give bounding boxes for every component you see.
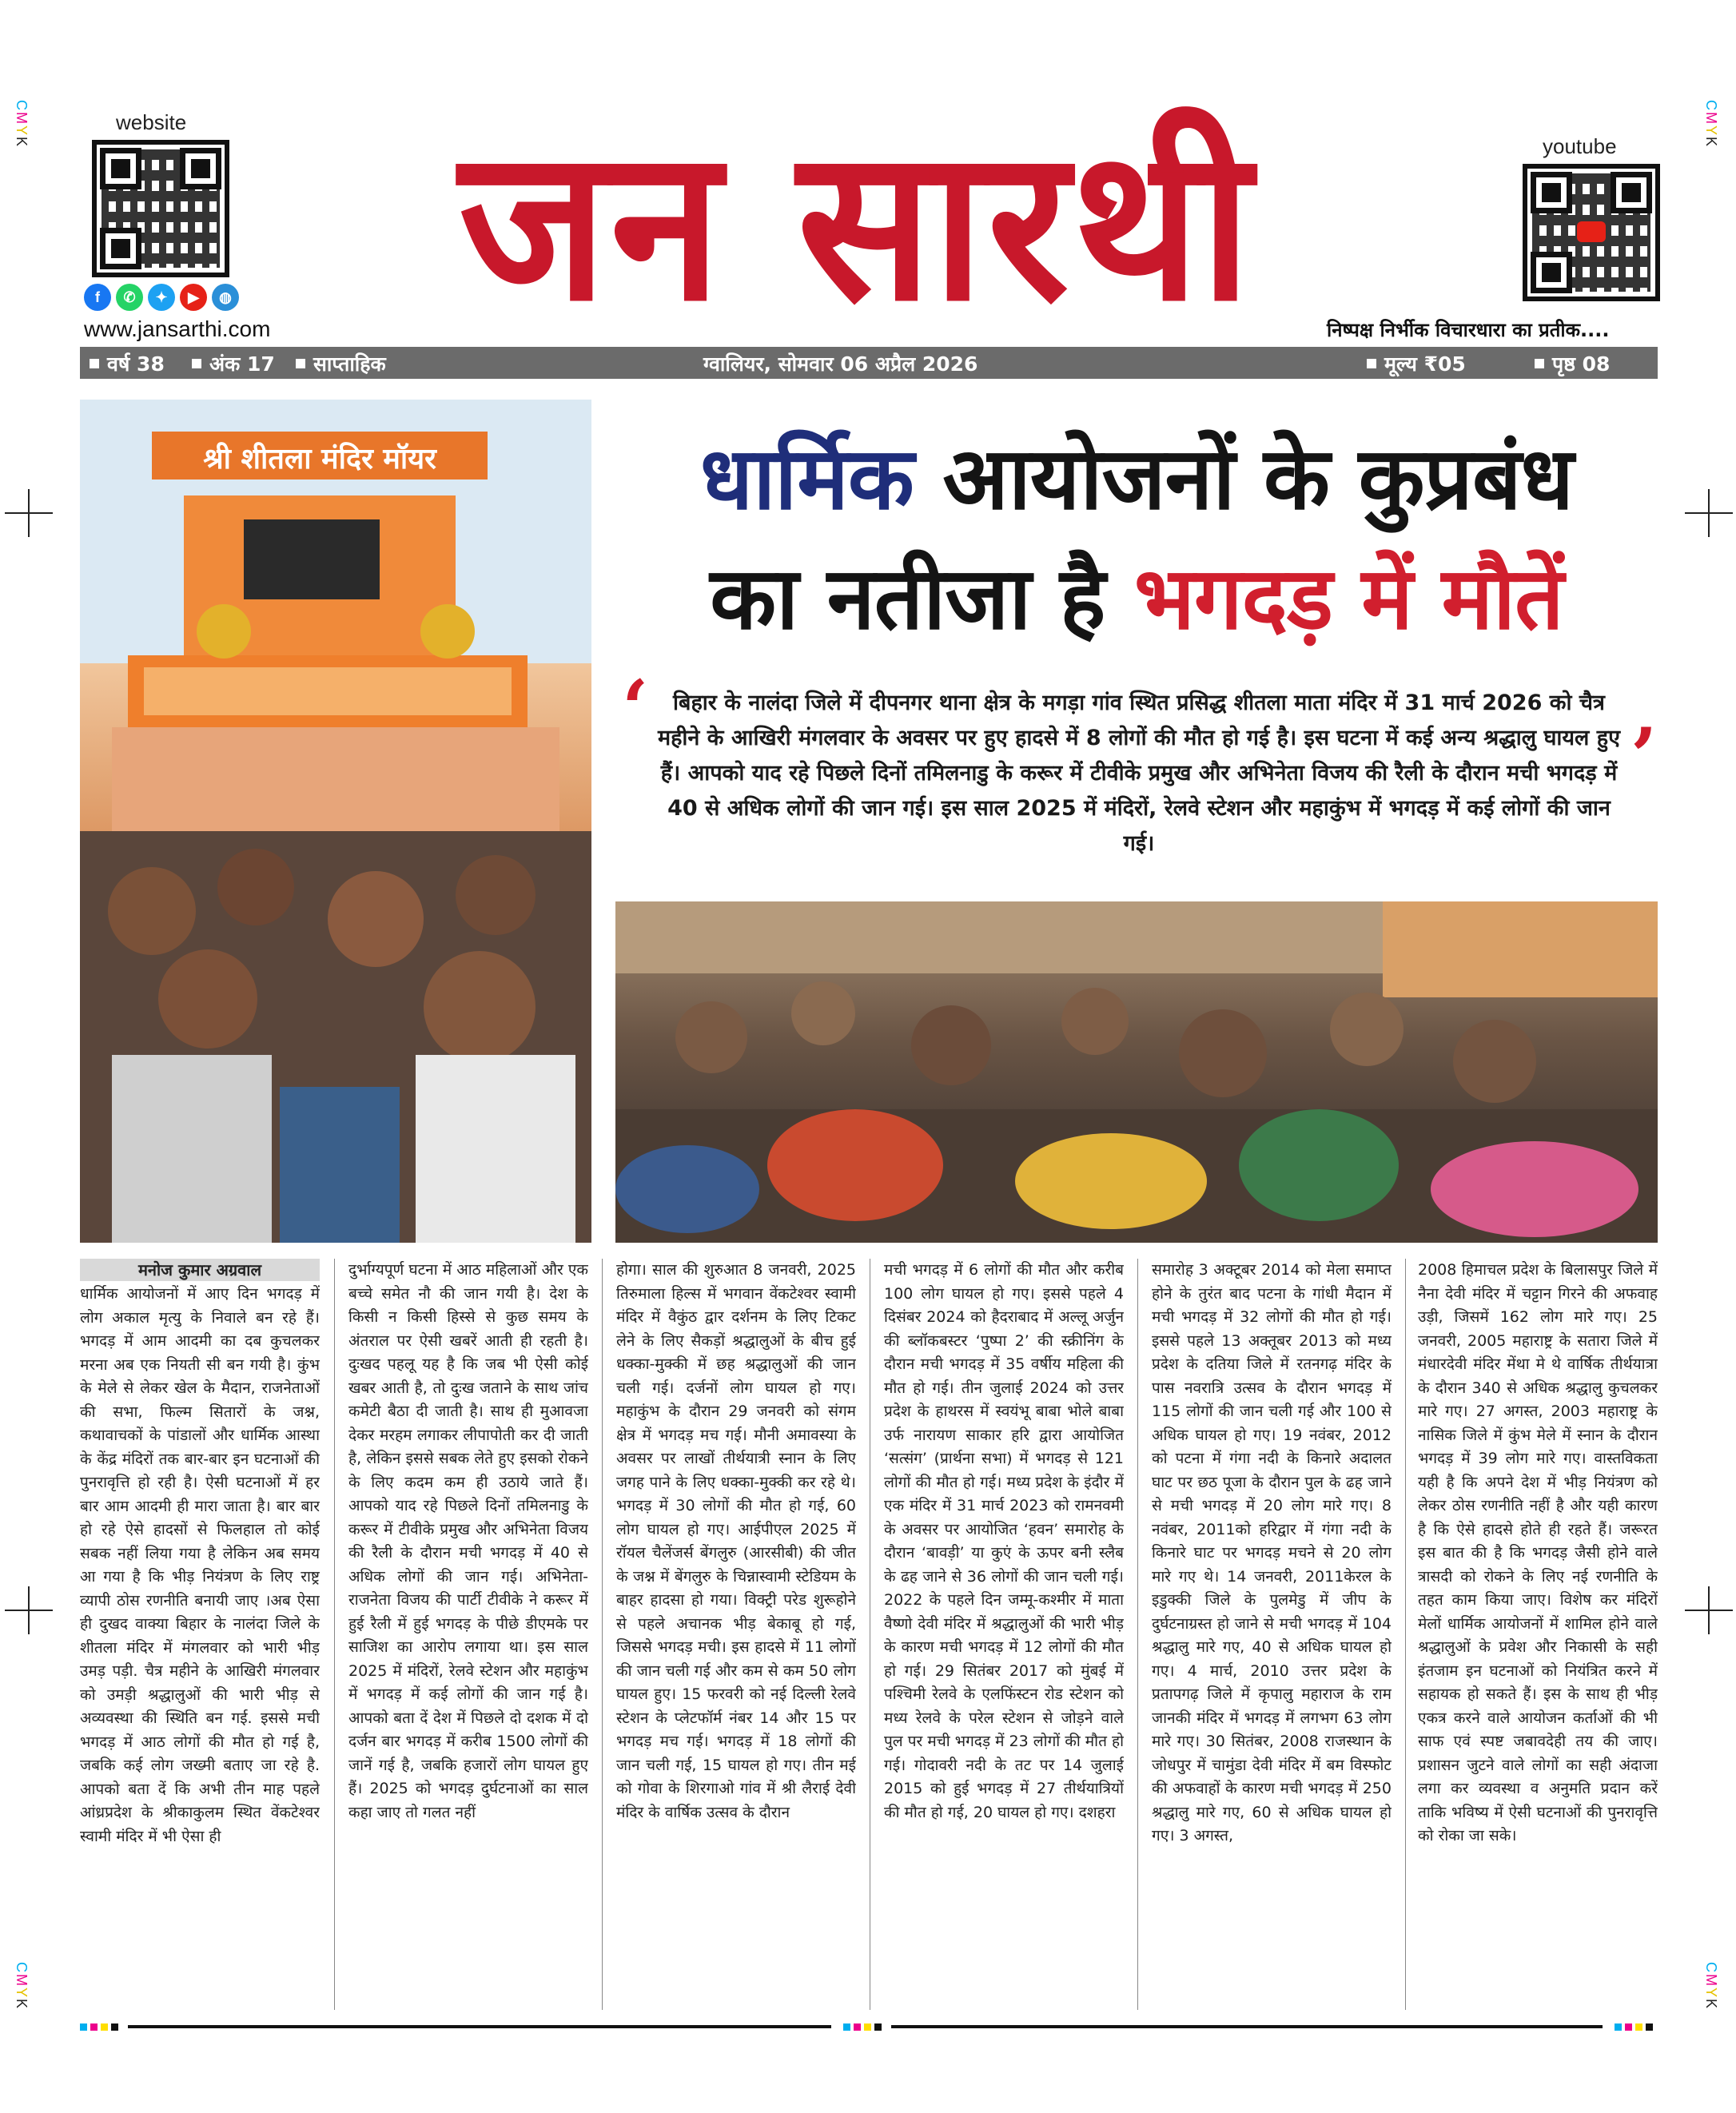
article-text: मची भगदड़ में 6 लोगों की मौत और करीब 100 लोग घायल हो गए। इससे पहले 4 दिसंबर 2024 को हैदराबाद में अल्लू अर्जुन की ब्लॉकबस्टर ‘पुष्पा 2’ की स्क्रीनिंग के दौरान मची भगदड़ में 35 वर्षीय महिला की मौत हो गई। तीन जुलाई 2024 को उत्तर प्रदेश के हाथरस में स्वयंभू बाबा भोले बाबा उर्फ नारायण साकार हरि द्वारा आयोजित ‘सत्संग’ (प्रार्थना सभा) में भगदड़ से 121 लोगों की मौत हो गई। मध्य प्रदेश के इंदौर में एक मंदिर में 31 मार्च 2023 को रामनवमी के अवसर पर आयोजित ‘हवन’ समारोह के दौरान ‘बावड़ी’ या कुएं के ऊपर बनी स्लैब के ढह जाने से 36 लोगों की जान चली गई। 2022 के पहले दिन जम्मू-कश्मीर में माता वैष्णो देवी मंदिर में श्रद्धालुओं की भारी भीड़ के कारण मची भगदड़ में 12 लोगों की मौत हो गई। 29 सितंबर 2017 को मुंबई में पश्चिमी रेलवे के एलफिंस्टन रोड स्टेशन को मध्य रेलवे के परेल स्टेशन से जोड़ने वाले पुल पर मची भगदड़ में 23 लोगों की मौत हो गई। गोदावरी नदी के तट पर 14 जुलाई 2015 को हुई भगदड़ में 27 तीर्थयात्रियों की मौत हो गई, 20 घायल हो गए। दशहरा bbox=[884, 1261, 1124, 1821]
masthead-title: जन सारथी bbox=[459, 100, 1255, 348]
color-bar-left bbox=[80, 2023, 118, 2031]
globe-icon[interactable]: ◍ bbox=[212, 284, 239, 311]
article-text: धार्मिक आयोजनों में आए दिन भगदड़ में लोग अकाल मृत्यु के निवाले बन रहे हैं। भगदड़ में आम आदमी का दब कुचलकर मरना अब एक नियती सी बन गयी है। कुंभ के मेले से लेकर खेल के मैदान, राजनेताओं की सभा, फिल्म सितारों के जश्न, कथावाचकों के पांडालों और धार्मिक आस्था के केंद्र मंदिरों तक बार-बार इन घटनाओं की पुनरावृत्ति हो रही है। ऐसी घटनाओं में हर बार आम आदमी ही मारा जाता है। बार बार हो रहे ऐसे हादसों से फिलहाल तो कोई सबक नहीं लिया गया है लेकिन अब समय आ गया है कि भीड़ नियंत्रण के लिए राष्ट्र व्यापी ठोस रणनीति बनायी जाए ।अब ऐसा ही दुखद वाक्या बिहार के नालंदा जिले के शीतला मंदिर में मंगलवार को भारी भीड़ उमड़ पड़ी. चैत्र महीने के आखिरी मंगलवार को उमड़ी श्रद्धालुओं की भारी भीड़ से अव्यवस्था की स्थिति बन गई. इससे मची भगदड़ में आठ लोगों की मौत हो गई है, जबकि कई लोग जख्मी बताए जा रहे है. आपको बता दें कि अभी तीन माह पहले आंध्रप्रदेश के श्रीकाकुलम स्थित वेंकटेश्वर स्वामी मंदिर में भी ऐसा ही bbox=[80, 1285, 320, 1845]
youtube-icon bbox=[1577, 221, 1606, 242]
article-column-5 bbox=[1152, 1259, 1392, 2018]
volume-year: वर्ष 38 bbox=[90, 350, 165, 377]
issue-number: अंक 17 bbox=[192, 350, 275, 377]
facebook-icon[interactable]: f bbox=[84, 284, 111, 311]
quote-close-mark: ’ bbox=[1630, 711, 1658, 802]
cmyk-mark-bottom-right: CMYK bbox=[1703, 1962, 1719, 2011]
headline-line-1: धार्मिक आयोजनों के कुप्रबंध bbox=[699, 429, 1574, 529]
registration-cross bbox=[1685, 1586, 1733, 1634]
article-column-4 bbox=[884, 1259, 1124, 2018]
color-bar-right bbox=[1615, 2023, 1653, 2031]
price: मूल्य ₹05 bbox=[1367, 350, 1466, 377]
article-column-6 bbox=[1418, 1259, 1658, 2018]
youtube-icon[interactable]: ▶ bbox=[180, 284, 207, 311]
byline: मनोज कुमार अग्रवाल bbox=[80, 1259, 320, 1281]
cmyk-mark-top-left: CMYK bbox=[14, 100, 30, 149]
cmyk-mark-top-right: CMYK bbox=[1703, 100, 1719, 149]
registration-cross bbox=[1685, 489, 1733, 537]
registration-cross bbox=[5, 1586, 53, 1634]
youtube-qr-label: youtube bbox=[1543, 134, 1617, 158]
twitter-icon[interactable]: ✦ bbox=[148, 284, 175, 311]
article-text: 2008 हिमाचल प्रदेश के बिलासपुर जिले में नैना देवी मंदिर में चट्टान गिरने की अफवाह उड़ी, जिसमें 162 लोग मारे गए। 25 जनवरी, 2005 महाराष्ट्र के सतारा जिले में मंधारदेवी मंदिर मेंथा मे थे वार्षिक तीर्थयात्रा के दौरान 340 से अधिक श्रद्धालु कुचलकर मारे गए। 27 अगस्त, 2003 महाराष्ट्र के नासिक जिले में कुंभ मेले में स्नान के दौरान भगदड़ में 39 लोग मारे गए। वास्तविकता यही है कि अपने देश में भीड़ नियंत्रण को लेकर ठोस रणनीति नहीं है और यही कारण है कि ऐसे हादसे होते ही रहते हैं। जरूरत इस बात की है कि भगदड़ जैसी होने वाले त्रासदी को रोकने के लिए नई रणनीति के तहत काम किया जाए। विशेष कर मंदिरों मेलों धार्मिक आयोजनों में शामिल होने वाले श्रद्धालुओं के प्रवेश और निकासी के सही इंतजाम इन घटनाओं को नियंत्रित करने में सहायक हो सकते हैं। इस के साथ ही भीड़ एकत्र करने वाले आयोजन कर्ताओं की भी साफ एवं स्पष्ट जबावदेही तय की जाए। प्रशासन जुटने वाले लोगों का सही अंदाजा लगा कर व्यवस्था व अनुमति प्रदान करें ताकि भविष्य में ऐसी घटनाओं की पुनरावृत्ति को रोका जा सके। bbox=[1418, 1261, 1658, 1844]
website-url[interactable]: www.jansarthi.com bbox=[84, 316, 271, 341]
column-divider bbox=[602, 1259, 603, 2010]
lead-summary: बिहार के नालंदा जिले में दीपनगर थाना क्षेत्र के मगड़ा गांव स्थित प्रसिद्ध शीतला माता मंदिर में 31 मार्च 2026 को चैत्र महीने के आखिरी मंगलवार के अवसर पर हुए हादसे में 8 लोगों की मौत हो गई है। इस घटना में कई अन्य श्रद्धालु घायल हुए हैं। आपको याद रहे पिछले दिनों तमिलनाडु के करूर में टीवीके प्रमुख और अभिनेता विजय की रैली के दौरान मची भगदड़ में 40 से अधिक लोगों की जान गई। इस साल 2025 में मंदिरों, रेलवे स्टेशन और महाकुंभ में भगदड़ में कई लोगों की जान गई। bbox=[657, 690, 1621, 856]
quote-open-mark: ‘ bbox=[622, 663, 649, 754]
headline-line-2: का नतीजा है भगदड़ में मौतें bbox=[710, 549, 1563, 649]
column-divider bbox=[1137, 1259, 1138, 2010]
stampede-crowd-photo bbox=[615, 901, 1658, 1243]
youtube-qr-code[interactable] bbox=[1523, 164, 1660, 301]
social-icons bbox=[84, 284, 239, 311]
article-column-1 bbox=[80, 1259, 320, 2018]
registration-cross bbox=[5, 489, 53, 537]
temple-photo bbox=[80, 400, 591, 1243]
tagline: निष्पक्ष निर्भीक विचारधारा का प्रतीक.... bbox=[1327, 319, 1610, 341]
article-column-3 bbox=[616, 1259, 856, 2018]
publication-frequency: साप्ताहिक bbox=[296, 350, 386, 377]
column-divider bbox=[1405, 1259, 1406, 2010]
whatsapp-icon[interactable]: ✆ bbox=[116, 284, 143, 311]
cmyk-mark-bottom-left: CMYK bbox=[14, 1962, 30, 2011]
dateline: ग्वालियर, सोमवार 06 अप्रैल 2026 bbox=[703, 352, 978, 376]
article-column-2 bbox=[348, 1259, 588, 2018]
article-text: दुर्भाग्यपूर्ण घटना में आठ महिलाओं और एक बच्चे समेत नौ की जान गयी है। देश के किसी न किसी हिस्से से कुछ समय के अंतराल पर ऐसी खबरें आती ही रहती है। दुःखद पहलू यह है कि जब भी ऐसी कोई खबर आती है, तो दुःख जताने के साथ जांच कमेटी बैठा दी जाती है। साथ ही मुआवजा देकर मरहम लगाकर लीपापोती कर दी जाती है, लेकिन इससे सबक लेते हुए इसको रोकने के लिए कदम कम ही उठाये जाते हैं। आपको याद रहे पिछले दिनों तमिलनाडु के करूर में टीवीके प्रमुख और अभिनेता विजय की रैली के दौरान मची भगदड़ में 40 से अधिक लोगों की जान गई। अभिनेता-राजनेता विजय की पार्टी टीवीके ने करूर में हुई रैली में हुई भगदड़ के पीछे डीएमके पर साजिश का आरोप लगाया था। इस साल 2025 में मंदिरों, रेलवे स्टेशन और महाकुंभ में भगदड़ में कई लोगों की जान गई है। आपको बता दें देश में पिछले दो दशक में दो दर्जन बार भगदड़ में करीब 1500 लोगों की जानें गई है, जबकि हजारों लोग घायल हुए हैं। 2025 को भगदड़ दुर्घटनाओं का साल कहा जाए तो गलत नहीं bbox=[348, 1261, 588, 1821]
column-divider bbox=[334, 1259, 335, 2010]
website-qr-label: website bbox=[116, 110, 187, 134]
website-qr-code[interactable] bbox=[92, 140, 229, 277]
bottom-rule bbox=[128, 2025, 831, 2028]
article-text: समारोह 3 अक्टूबर 2014 को मेला समाप्त होने के तुरंत बाद पटना के गांधी मैदान में मची भगदड़ में 32 लोगों की मौत हो गई। इससे पहले 13 अक्तूबर 2013 को मध्य प्रदेश के दतिया जिले में रतनगढ़ मंदिर के पास नवरात्रि उत्सव के दौरान भगदड़ में 115 लोगों की जान चली गई और 100 से अधिक घायल हो गए। 19 नवंबर, 2012 को पटना में गंगा नदी के किनारे अदालत घाट पर छठ पूजा के दौरान पुल के ढह जाने से मची भगदड़ में 20 लोग मारे गए। 8 नवंबर, 2011को हरिद्वार में गंगा नदी के किनारे घाट पर भगदड़ मचने से 20 लोग मारे गए थे। 14 जनवरी, 2011केरल के इडुक्की जिले के पुलमेडु में जीप के दुर्घटनाग्रस्त हो जाने से मची भगदड़ में 104 श्रद्धालु मारे गए, 40 से अधिक घायल हो गए। 4 मार्च, 2010 उत्तर प्रदेश के प्रतापगढ़ जिले में कृपालु महाराज के राम जानकी मंदिर में भगदड़ में लगभग 63 लोग मारे गए। 30 सितंबर, 2008 राजस्थान के जोधपुर में चामुंडा देवी मंदिर में बम विस्फोट की अफवाहों के कारण मची भगदड़ में 250 श्रद्धालु मारे गए, 60 से अधिक घायल हो गए। 3 अगस्त, bbox=[1152, 1261, 1392, 1844]
bottom-rule bbox=[891, 2025, 1603, 2028]
issue-info-bar bbox=[80, 347, 1658, 379]
headline bbox=[615, 420, 1658, 659]
page-count: पृष्ठ 08 bbox=[1535, 350, 1610, 377]
color-bar-center bbox=[843, 2023, 882, 2031]
temple-sign-text: श्री शीतला मंदिर मॉयर bbox=[203, 443, 436, 476]
article-text: होगा। साल की शुरुआत 8 जनवरी, 2025 तिरुमाला हिल्स में भगवान वेंकटेश्वर स्वामी मंदिर में वैकुंठ द्वार दर्शनम के लिए टिकट लेने के लिए सैकड़ों श्रद्धालुओं के बीच हुई धक्का-मुक्की में छह श्रद्धालुओं की जान चली गई। दर्जनों लोग घायल हो गए। महाकुंभ के दौरान 29 जनवरी को संगम क्षेत्र में भगदड़ मच गई। मौनी अमावस्या के अवसर पर लाखों तीर्थयात्री स्नान के लिए जगह पाने के लिए धक्का-मुक्की कर रहे थे। भगदड़ में 30 लोगों की मौत हो गई, 60 लोग घायल हो गए। आईपीएल 2025 में रॉयल चैलेंजर्स बेंगलुरु (आरसीबी) की जीत के जश्न में बेंगलुरु के चिन्नास्वामी स्टेडियम के बाहर हादसा हो गया। विक्ट्री परेड शुरूहोने से पहले अचानक भीड़ बेकाबू हो गई, जिससे भगदड़ मची। इस हादसे में 11 लोगों की जान चली गई और कम से कम 50 लोग घायल हुए। 15 फरवरी को नई दिल्ली रेलवे स्टेशन के प्लेटफॉर्म नंबर 14 और 15 पर भगदड़ मच गई। भगदड़ में 18 लोगों की जान चली गई, 15 घायल हो गए। तीन मई को गोवा के शिरगाओ गांव में श्री लैराई देवी मंदिर के वार्षिक उत्सव के दौरान bbox=[616, 1261, 856, 1821]
